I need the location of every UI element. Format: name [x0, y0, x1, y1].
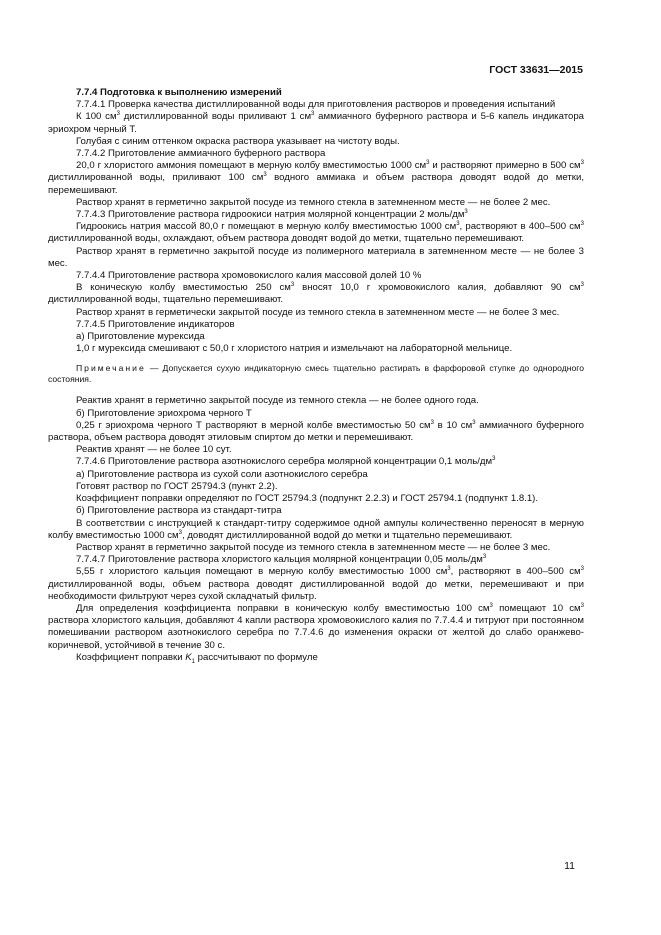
body-paragraph: а) Приготовление раствора из сухой соли азотнокислого серебра: [76, 468, 368, 480]
section-heading: 7.7.4 Подготовка к выполнению измерений: [76, 87, 282, 98]
body-paragraph: Реактив хранят в герметично закрытой посуде из темного стекла — не более одного года.: [76, 395, 479, 407]
body-paragraph: Реактив хранят — не более 10 сут.: [76, 444, 232, 456]
body-paragraph: Для определения коэффициента поправки в коническую колбу вместимостью 100 $см^3$ помещают 10 $см^3$ раствора хлористого кальция, добавляют 4 капли раствора хромовокислого калия по 7.7.4.4 и титруют при постоянном помешивании раствором азотнокислого серебра по 7.7.4.6 до изменения окраски от желтой до слабо оранжево-коричневой, устойчивой в течение 30 с.: [48, 602, 584, 651]
body-paragraph: Раствор хранят в герметически закрытой посуде из темного стекла в затемненном месте — не более 3 мес.: [76, 306, 560, 318]
body-paragraph: Раствор хранят в герметично закрытой посуде из темного стекла в затемненном месте — не более 2 мес.: [76, 196, 551, 208]
body-paragraph: Коэффициент поправки $K_1$ рассчитывают по формуле: [76, 651, 318, 665]
document-body: [48, 87, 584, 668]
body-paragraph: 7.7.4.7 Приготовление раствора хлористого кальция молярной концентрации 0,05 моль/$дм^3$: [76, 554, 487, 566]
body-paragraph: 20,0 г хлористого аммония помещают в мерную колбу вместимостью 1000 $см^3$ и растворяют примерно в 500 $см^3$ дистиллированной воды, приливают 100 $см^3$ водного аммиака и объем раствора доводят водой до метки, перемешивают.: [48, 160, 584, 196]
body-paragraph: Голубая с синим оттенком окраска раствора указывает на чистоту воды.: [76, 135, 400, 147]
body-paragraph: 1,0 г мурексида смешивают с 50,0 г хлористого натрия и измельчают на лабораторной мельнице.: [76, 343, 513, 355]
body-paragraph: Раствор хранят в герметично закрытой посуде из полимерного материала в затемненном месте — не более 3 мес.: [48, 245, 584, 269]
body-paragraph: 7.7.4.3 Приготовление раствора гидроокиси натрия молярной концентрации 2 моль/$дм^3$: [76, 209, 468, 221]
body-paragraph: Раствор хранят в герметично закрытой посуде из темного стекла в затемненном месте — не более 3 мес.: [76, 541, 551, 553]
body-paragraph: 7.7.4.5 Приготовление индикаторов: [76, 318, 235, 330]
body-paragraph: Готовят раствор по ГОСТ 25794.3 (пункт 2.2).: [76, 480, 278, 492]
body-paragraph: Гидроокись натрия массой 80,0 г помещают в мерную колбу вместимостью 1000 $см^3$, растворяют в 400–500 $см^3$ дистиллированной воды, охлаждают, объем раствора доводят водой до метки, тщательно перемешивают.: [48, 221, 584, 245]
body-paragraph: 7.7.4.6 Приготовление раствора азотнокислого серебра молярной концентрации 0,1 моль/$дм^3$: [76, 456, 496, 468]
body-paragraph: 7.7.4.4 Приготовление раствора хромовокислого калия массовой долей 10 %: [76, 270, 422, 282]
note-paragraph: Примечание — Допускается сухую индикаторную смесь тщательно растирать в фарфоровой ступке до однородного состояния.: [48, 363, 584, 385]
body-paragraph: В коническую колбу вместимостью 250 $см^3$ вносят 10,0 г хромовокислого калия, добавляют 90 $см^3$ дистиллированной воды, тщательно перемешивают.: [48, 282, 585, 306]
body-paragraph: Коэффициент поправки определяют по ГОСТ 25794.3 (подпункт 2.2.3) и ГОСТ 25794.1 (подпункт 1.8.1).: [76, 493, 539, 505]
body-paragraph: 7.7.4.2 Приготовление аммиачного буферного раствора: [76, 148, 326, 160]
body-paragraph: 7.7.4.1 Проверка качества дистиллированной воды для приготовления растворов и проведения испытаний: [76, 99, 556, 111]
body-paragraph: 5,55 г хлористого кальция помещают в мерную колбу вместимостью 1000 $см^3$, растворяют в 400–500 $см^3$ дистиллированной воды, объем раствора доводят дистиллированной водой до метки, перемешивают и при необходимости фильтруют через сухой складчатый фильтр.: [48, 566, 584, 602]
body-paragraph: К 100 $см^3$ дистиллированной воды приливают 1 $см^3$ аммиачного буферного раствора и 5-6 капель индикатора эриохром черный Т.: [48, 111, 584, 135]
body-paragraph: б) Приготовление раствора из стандарт-титра: [76, 505, 282, 517]
body-paragraph: а) Приготовление мурексида: [76, 331, 205, 343]
body-paragraph: б) Приготовление эриохрома черного Т: [76, 407, 252, 419]
body-paragraph: В соответствии с инструкцией к стандарт-титру содержимое одной ампулы количественно переносят в мерную колбу вместимостью 1000 $см^3$, доводят дистиллированной водой до метки и тщательно перемешивают.: [48, 517, 584, 541]
body-paragraph: 0,25 г эриохрома черного Т растворяют в мерной колбе вместимостью 50 $см^3$ в 10 $см^3$ аммиачного буферного раствора, объем раствора доводят этиловым спиртом до метки и перемешивают.: [48, 419, 584, 444]
page-number: 11: [564, 860, 575, 872]
document-header-id: ГОСТ 33631—2015: [489, 64, 583, 76]
